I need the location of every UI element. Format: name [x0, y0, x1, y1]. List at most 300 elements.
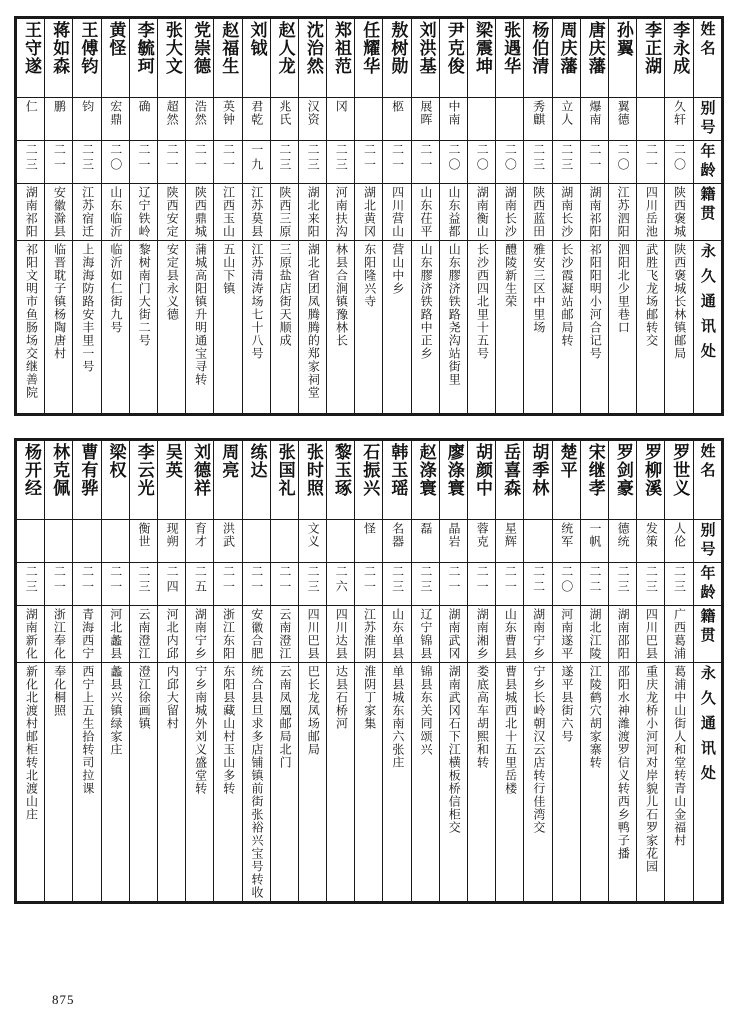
- cell-age: [101, 141, 129, 184]
- origin-text: 辽宁锦县: [418, 608, 433, 660]
- cell-address: [608, 663, 636, 902]
- cell-name: [186, 19, 214, 98]
- origin-text: 湖南祁阳: [587, 186, 602, 238]
- cell-name: [496, 441, 524, 520]
- age-text: 二三: [136, 565, 151, 595]
- cell-origin: [129, 184, 157, 241]
- row-header-label: 永久通讯处: [698, 243, 717, 368]
- alias-text: 星辉: [503, 522, 518, 548]
- name-text: 任耀华: [359, 21, 380, 75]
- cell-age: [101, 563, 129, 606]
- origin-text: 辽宁铁岭: [136, 186, 151, 238]
- name-text: 张时照: [302, 443, 323, 497]
- cell-alias: [45, 520, 73, 563]
- cell-name: [270, 19, 298, 98]
- row-origin: [17, 606, 722, 663]
- age-text: 二三: [277, 143, 292, 173]
- cell-age: [580, 563, 608, 606]
- cell-name: [101, 19, 129, 98]
- row-header-label: 籍贯: [698, 186, 717, 224]
- age-text: 二一: [362, 143, 377, 173]
- origin-text: 湖北黄冈: [362, 186, 377, 238]
- address-text: 巴长龙凤场邮局: [306, 665, 321, 756]
- row-alias: [17, 98, 722, 141]
- cell-name: [157, 441, 185, 520]
- cell-alias: [580, 520, 608, 563]
- cell-alias: [186, 520, 214, 563]
- alias-text: 英钟: [221, 100, 236, 126]
- cell-origin: [17, 184, 45, 241]
- cell-age: [242, 563, 270, 606]
- cell-age: [214, 141, 242, 184]
- name-text: 罗世义: [669, 443, 690, 497]
- cell-alias: [327, 520, 355, 563]
- cell-age: [637, 563, 665, 606]
- name-text: 廖涤寰: [443, 443, 464, 497]
- cell-alias: [270, 98, 298, 141]
- cell-age: [665, 141, 693, 184]
- cell-age: [383, 563, 411, 606]
- cell-address: [468, 241, 496, 414]
- row-name: [17, 441, 722, 520]
- origin-text: 山东曹县: [503, 608, 518, 660]
- row-header-label: 别号: [698, 100, 717, 138]
- cell-alias: [552, 520, 580, 563]
- cell-origin: [580, 606, 608, 663]
- cell-origin: [270, 184, 298, 241]
- name-text: 宋继孝: [584, 443, 605, 497]
- cell-name: [327, 19, 355, 98]
- name-text: 曹有骅: [77, 443, 98, 497]
- age-text: 二〇: [503, 143, 518, 173]
- cell-address: [552, 241, 580, 414]
- age-text: 二三: [559, 143, 574, 173]
- origin-text: 湖南邵阳: [616, 608, 631, 660]
- cell-age: [524, 141, 552, 184]
- address-text: 东阳县藏山村玉山多转: [221, 665, 236, 795]
- name-text: 石振兴: [359, 443, 380, 497]
- age-text: 二一: [277, 565, 292, 595]
- cell-age: [355, 141, 383, 184]
- cell-alias: [524, 520, 552, 563]
- cell-origin: [580, 184, 608, 241]
- origin-text: 山东单县: [390, 608, 405, 660]
- age-text: 二〇: [616, 143, 631, 173]
- address-text: 江苏清涛场七十八号: [249, 243, 264, 360]
- address-text: 统合县旦求多店铺镇前街张裕兴宝号转收: [249, 665, 264, 899]
- cell-alias: [496, 98, 524, 141]
- alias-text: 现朔: [165, 522, 180, 548]
- cell-name: [214, 19, 242, 98]
- cell-origin: [608, 606, 636, 663]
- alias-text: 一帆: [587, 522, 602, 548]
- cell-address: [270, 663, 298, 902]
- cell-origin: [327, 606, 355, 663]
- address-text: 宁乡南城外刘义盛堂转: [193, 665, 208, 795]
- name-text: 李永成: [669, 21, 690, 75]
- row-name: [17, 19, 722, 98]
- name-text: 杨伯清: [528, 21, 549, 75]
- cell-alias: [608, 98, 636, 141]
- cell-address: [101, 663, 129, 902]
- address-text: 三原盐店街天顺成: [278, 243, 293, 347]
- page-number: 875: [52, 992, 75, 1007]
- cell-address: [439, 241, 467, 414]
- cell-address: [468, 663, 496, 902]
- address-text: 山东膠济铁路中正乡: [419, 243, 434, 360]
- cell-address: [439, 663, 467, 902]
- alias-text: 秀麒: [531, 100, 546, 126]
- origin-text: 河南遂平: [559, 608, 574, 660]
- origin-text: 陕西褒城: [672, 186, 687, 238]
- cell-age: [411, 563, 439, 606]
- name-text: 李正湖: [641, 21, 662, 75]
- cell-age: [17, 563, 45, 606]
- cell-address: [17, 663, 45, 902]
- cell-name: [242, 19, 270, 98]
- cell-name: [608, 19, 636, 98]
- age-text: 二四: [165, 565, 180, 595]
- origin-text: 四川营山: [390, 186, 405, 238]
- origin-text: 四川岳池: [644, 186, 659, 238]
- alias-text: 立人: [559, 100, 574, 126]
- alias-text: 人伦: [672, 522, 687, 548]
- cell-alias: [496, 520, 524, 563]
- alias-text: 怪: [362, 522, 377, 535]
- age-text: 二一: [390, 143, 405, 173]
- origin-text: 江苏泗阳: [616, 186, 631, 238]
- alias-text: 冈: [334, 100, 349, 113]
- cell-address: [665, 241, 693, 414]
- cell-age: [45, 563, 73, 606]
- origin-text: 江苏莫县: [249, 186, 264, 238]
- cell-address: [45, 241, 73, 414]
- cell-age: [468, 563, 496, 606]
- alias-text: 久轩: [672, 100, 687, 126]
- cell-name: [45, 19, 73, 98]
- name-text: 吴英: [161, 443, 182, 479]
- address-text: 蠡县兴镇绿家庄: [109, 665, 124, 756]
- age-text: 二三: [616, 565, 631, 595]
- name-text: 张国礼: [274, 443, 295, 497]
- origin-text: 江苏淮阴: [362, 608, 377, 660]
- origin-text: 陕西鼎城: [193, 186, 208, 238]
- cell-alias: [439, 98, 467, 141]
- cell-address: [580, 663, 608, 902]
- cell-age: [580, 141, 608, 184]
- alias-text: 名器: [390, 522, 405, 548]
- origin-text: 湖南长沙: [559, 186, 574, 238]
- address-text: 葛浦中山街人和堂转青山金福村: [672, 665, 687, 847]
- cell-name: [411, 441, 439, 520]
- cell-address: [17, 241, 45, 414]
- alias-text: 鹏: [52, 100, 67, 113]
- cell-origin: [552, 606, 580, 663]
- address-text: 湖南武冈石下江横板桥信柜交: [447, 665, 462, 834]
- origin-text: 湖南湘乡: [475, 608, 490, 660]
- cell-address: [242, 663, 270, 902]
- cell-alias: [580, 98, 608, 141]
- origin-text: 湖南祁阳: [24, 186, 39, 238]
- origin-text: 湖南长沙: [503, 186, 518, 238]
- cell-name: [45, 441, 73, 520]
- cell-alias: [637, 98, 665, 141]
- cell-address: [355, 241, 383, 414]
- address-text: 达县石桥河: [334, 665, 349, 730]
- register-table-bottom: [14, 438, 724, 904]
- address-text: 陕西褒城长林镇邮局: [672, 243, 687, 360]
- cell-age: [270, 141, 298, 184]
- origin-text: 湖南新化: [24, 608, 39, 660]
- cell-age: [186, 141, 214, 184]
- address-text: 娄底高车胡熙和转: [475, 665, 490, 769]
- name-text: 胡颜中: [471, 443, 492, 497]
- origin-text: 山东临沂: [108, 186, 123, 238]
- age-text: 二三: [644, 565, 659, 595]
- cell-name: [73, 19, 101, 98]
- cell-name: [468, 441, 496, 520]
- cell-alias: [355, 98, 383, 141]
- alias-text: 浩然: [193, 100, 208, 126]
- cell-name: [665, 19, 693, 98]
- cell-age: [157, 563, 185, 606]
- age-text: 二一: [221, 565, 236, 595]
- cell-origin: [73, 606, 101, 663]
- alias-text: 兆氏: [277, 100, 292, 126]
- origin-text: 江苏宿迁: [80, 186, 95, 238]
- origin-text: 安徽合肥: [249, 608, 264, 660]
- origin-text: 青海西宁: [80, 608, 95, 660]
- row-header-address: [693, 241, 722, 414]
- origin-text: 河北蠡县: [108, 608, 123, 660]
- age-text: 二二: [531, 565, 546, 595]
- cell-name: [439, 19, 467, 98]
- cell-address: [411, 663, 439, 902]
- origin-text: 湖北来阳: [306, 186, 321, 238]
- age-text: 二一: [362, 565, 377, 595]
- row-address: [17, 663, 722, 902]
- row-header-name: [693, 441, 722, 520]
- row-header-address: [693, 663, 722, 902]
- address-text: 云南凤凰邮局北门: [278, 665, 293, 769]
- age-text: 二一: [644, 143, 659, 173]
- age-text: 二三: [531, 143, 546, 173]
- name-text: 赵涤寰: [415, 443, 436, 497]
- cell-alias: [129, 98, 157, 141]
- address-text: 遂平县街六号: [560, 665, 575, 743]
- address-text: 江陵鹤穴胡家寨转: [588, 665, 603, 769]
- alias-text: 磊: [418, 522, 433, 535]
- alias-text: 蓉克: [475, 522, 490, 548]
- cell-alias: [73, 98, 101, 141]
- cell-address: [157, 241, 185, 414]
- cell-origin: [524, 606, 552, 663]
- cell-name: [214, 441, 242, 520]
- address-text: 邵阳水神潍渡罗信义转西乡鸭子播: [616, 665, 631, 860]
- cell-age: [157, 141, 185, 184]
- cell-alias: [411, 98, 439, 141]
- origin-text: 四川巴县: [644, 608, 659, 660]
- name-text: 杨开经: [20, 443, 41, 497]
- cell-name: [129, 19, 157, 98]
- name-text: 岳喜森: [500, 443, 521, 497]
- age-text: 二〇: [108, 143, 123, 173]
- cell-origin: [496, 184, 524, 241]
- origin-text: 湖北江陵: [587, 608, 602, 660]
- cell-name: [383, 441, 411, 520]
- age-text: 二一: [52, 565, 67, 595]
- row-header-age: [693, 563, 722, 606]
- row-age: [17, 563, 722, 606]
- cell-name: [270, 441, 298, 520]
- cell-alias: [383, 520, 411, 563]
- cell-name: [17, 441, 45, 520]
- cell-origin: [242, 606, 270, 663]
- cell-age: [298, 141, 326, 184]
- alias-text: 超然: [165, 100, 180, 126]
- age-text: 二一: [193, 143, 208, 173]
- cell-name: [355, 19, 383, 98]
- row-header-age: [693, 141, 722, 184]
- cell-alias: [186, 98, 214, 141]
- age-text: 二三: [24, 565, 39, 595]
- origin-text: 四川巴县: [306, 608, 321, 660]
- cell-alias: [298, 520, 326, 563]
- cell-alias: [270, 520, 298, 563]
- origin-text: 湖南衡山: [475, 186, 490, 238]
- cell-name: [524, 19, 552, 98]
- cell-origin: [157, 184, 185, 241]
- age-text: 二一: [108, 565, 123, 595]
- cell-alias: [17, 98, 45, 141]
- row-origin: [17, 184, 722, 241]
- cell-address: [157, 663, 185, 902]
- cell-name: [637, 441, 665, 520]
- cell-address: [186, 663, 214, 902]
- age-text: 二一: [418, 143, 433, 173]
- cell-age: [665, 563, 693, 606]
- name-text: 梁震坤: [471, 21, 492, 75]
- address-text: 澄江徐画镇: [137, 665, 152, 730]
- cell-alias: [157, 520, 185, 563]
- cell-origin: [439, 606, 467, 663]
- cell-address: [73, 663, 101, 902]
- cell-address: [242, 241, 270, 414]
- age-text: 二一: [475, 565, 490, 595]
- cell-origin: [468, 184, 496, 241]
- origin-text: 河南扶沟: [334, 186, 349, 238]
- alias-text: 衡世: [136, 522, 151, 548]
- cell-alias: [552, 98, 580, 141]
- cell-age: [468, 141, 496, 184]
- cell-name: [580, 441, 608, 520]
- age-text: 二一: [136, 143, 151, 173]
- cell-origin: [355, 184, 383, 241]
- address-text: 五山下镇: [221, 243, 236, 295]
- address-text: 泗阳北少里巷口: [616, 243, 631, 334]
- name-text: 王傅钧: [77, 21, 98, 75]
- cell-alias: [298, 98, 326, 141]
- name-text: 黄怪: [105, 21, 126, 57]
- cell-origin: [214, 606, 242, 663]
- cell-address: [73, 241, 101, 414]
- name-text: 周庆藩: [556, 21, 577, 75]
- address-text: 重庆龙桥小河河对岸貌儿石罗家花园: [644, 665, 659, 873]
- cell-age: [327, 563, 355, 606]
- address-text: 长沙西四北里十五号: [475, 243, 490, 360]
- alias-text: 德统: [616, 522, 631, 548]
- address-text: 奉化桐照: [52, 665, 67, 717]
- cell-name: [580, 19, 608, 98]
- cell-address: [101, 241, 129, 414]
- row-alias: [17, 520, 722, 563]
- age-text: 二〇: [475, 143, 490, 173]
- cell-age: [129, 141, 157, 184]
- cell-name: [355, 441, 383, 520]
- address-text: 内邱大留村: [165, 665, 180, 730]
- cell-origin: [73, 184, 101, 241]
- cell-origin: [298, 606, 326, 663]
- cell-address: [552, 663, 580, 902]
- origin-text: 山东益都: [447, 186, 461, 238]
- address-text: 林县合涧镇豫林长: [334, 243, 349, 347]
- cell-origin: [186, 606, 214, 663]
- cell-address: [129, 241, 157, 414]
- cell-age: [524, 563, 552, 606]
- age-text: 二三: [390, 565, 405, 595]
- name-text: 韩玉瑶: [387, 443, 408, 497]
- address-text: 醴陵新生荣: [503, 243, 518, 308]
- cell-alias: [242, 520, 270, 563]
- cell-name: [468, 19, 496, 98]
- cell-alias: [157, 98, 185, 141]
- cell-alias: [214, 520, 242, 563]
- origin-text: 广西葛浦: [672, 608, 687, 660]
- cell-name: [524, 441, 552, 520]
- cell-age: [73, 141, 101, 184]
- row-header-label: 姓名: [698, 21, 717, 59]
- cell-origin: [608, 184, 636, 241]
- row-header-label: 年龄: [698, 143, 717, 181]
- cell-name: [411, 19, 439, 98]
- cell-name: [496, 19, 524, 98]
- cell-alias: [101, 520, 129, 563]
- alias-text: 确: [136, 100, 151, 113]
- cell-name: [101, 441, 129, 520]
- cell-origin: [270, 606, 298, 663]
- cell-origin: [101, 606, 129, 663]
- name-text: 张大文: [161, 21, 182, 75]
- address-text: 山东膠济铁路尧沟站街里: [447, 243, 462, 386]
- cell-name: [73, 441, 101, 520]
- cell-age: [552, 141, 580, 184]
- cell-alias: [637, 520, 665, 563]
- alias-text: 钧: [80, 100, 95, 113]
- name-text: 张遇华: [500, 21, 521, 75]
- alias-text: 爆南: [587, 100, 602, 126]
- cell-age: [496, 141, 524, 184]
- origin-text: 江西玉山: [221, 186, 236, 238]
- cell-origin: [665, 184, 693, 241]
- address-text: 锦县东关同颂兴: [419, 665, 434, 756]
- cell-origin: [411, 184, 439, 241]
- cell-age: [298, 563, 326, 606]
- alias-text: 育才: [193, 522, 208, 548]
- alias-text: 中南: [447, 100, 461, 126]
- cell-age: [496, 563, 524, 606]
- cell-address: [608, 241, 636, 414]
- cell-name: [552, 19, 580, 98]
